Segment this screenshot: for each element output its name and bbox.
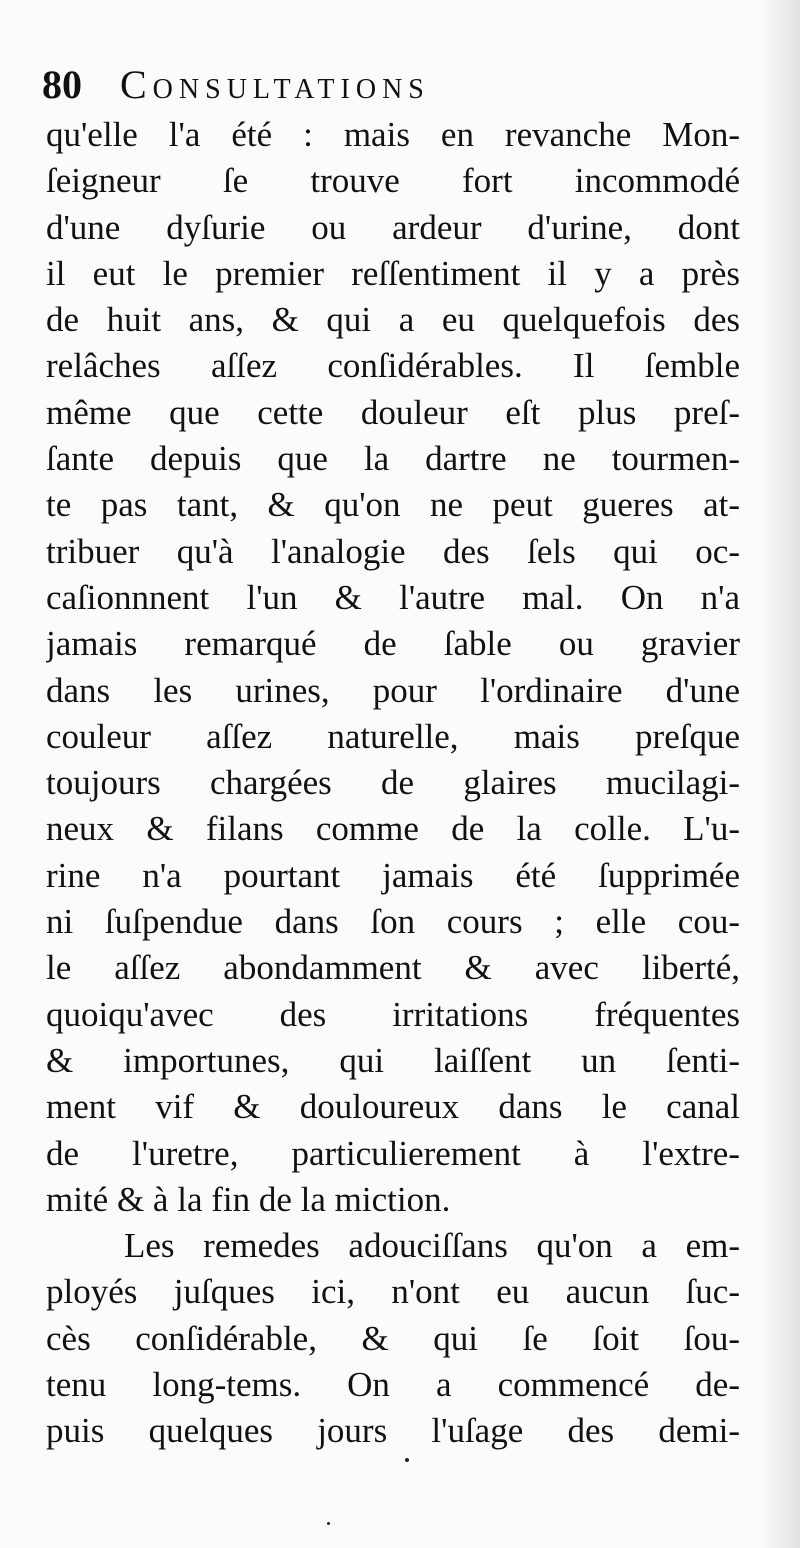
running-title: Consultations bbox=[120, 62, 430, 107]
text-line: rine n'a pourtant jamais été ſupprimée bbox=[46, 855, 740, 895]
paragraph-end-line: mité & à la fin de la miction. bbox=[46, 1179, 451, 1219]
text-line: & importunes, qui laiſſent un ſenti- bbox=[46, 1040, 740, 1080]
text-line: le aſſez abondamment & avec liberté, bbox=[46, 948, 740, 988]
text-line: ployés juſques ici, n'ont eu aucun ſuc- bbox=[46, 1272, 740, 1312]
page-header bbox=[42, 62, 742, 108]
text-line: jamais remarqué de ſable ou gravier bbox=[46, 624, 740, 664]
text-line: même que cette douleur eſt plus preſ- bbox=[46, 392, 740, 432]
text-line: puis quelques jours l'uſage des demi- bbox=[46, 1411, 740, 1451]
text-line: neux & filans comme de la colle. L'u- bbox=[46, 809, 740, 849]
text-line: dans les urines, pour l'ordinaire d'une bbox=[46, 670, 740, 710]
paragraph-start-line: Les remedes adouciſſans qu'on a em- bbox=[124, 1226, 740, 1266]
text-line: cès conſidérable, & qui ſe ſoit ſou- bbox=[46, 1318, 740, 1358]
text-line: ſante depuis que la dartre ne tourmen- bbox=[46, 439, 740, 479]
text-line: caſionnnent l'un & l'autre mal. On n'a bbox=[46, 577, 740, 617]
text-line: te pas tant, & qu'on ne peut gueres at- bbox=[46, 485, 740, 525]
ink-speck bbox=[405, 1458, 409, 1462]
text-line: de huit ans, & qui a eu quelquefois des bbox=[46, 300, 740, 340]
text-line: ment vif & douloureux dans le canal bbox=[46, 1087, 740, 1127]
text-line: couleur aſſez naturelle, mais preſque bbox=[46, 716, 740, 756]
text-line: d'une dyſurie ou ardeur d'urine, dont bbox=[46, 207, 740, 247]
body-text bbox=[46, 112, 740, 1455]
text-line: tribuer qu'à l'analogie des ſels qui oc- bbox=[46, 531, 740, 571]
text-line: quoiqu'avec des irritations fréquentes bbox=[46, 994, 740, 1034]
text-line: toujours chargées de glaires mucilagi- bbox=[46, 763, 740, 803]
text-line: ſeigneur ſe trouve fort incommodé bbox=[46, 161, 740, 201]
text-line: ni ſuſpendue dans ſon cours ; elle cou- bbox=[46, 902, 740, 942]
text-line: qu'elle l'a été : mais en revanche Mon- bbox=[46, 115, 740, 154]
ink-speck bbox=[327, 1522, 330, 1525]
page-number: 80 bbox=[42, 62, 82, 107]
text-line: tenu long-tems. On a commencé de- bbox=[46, 1365, 740, 1405]
text-line: relâches aſſez conſidérables. Il ſemble bbox=[46, 346, 740, 386]
text-line: de l'uretre, particulierement à l'extre- bbox=[46, 1133, 740, 1173]
text-line: il eut le premier reſſentiment il y a près bbox=[46, 253, 740, 293]
